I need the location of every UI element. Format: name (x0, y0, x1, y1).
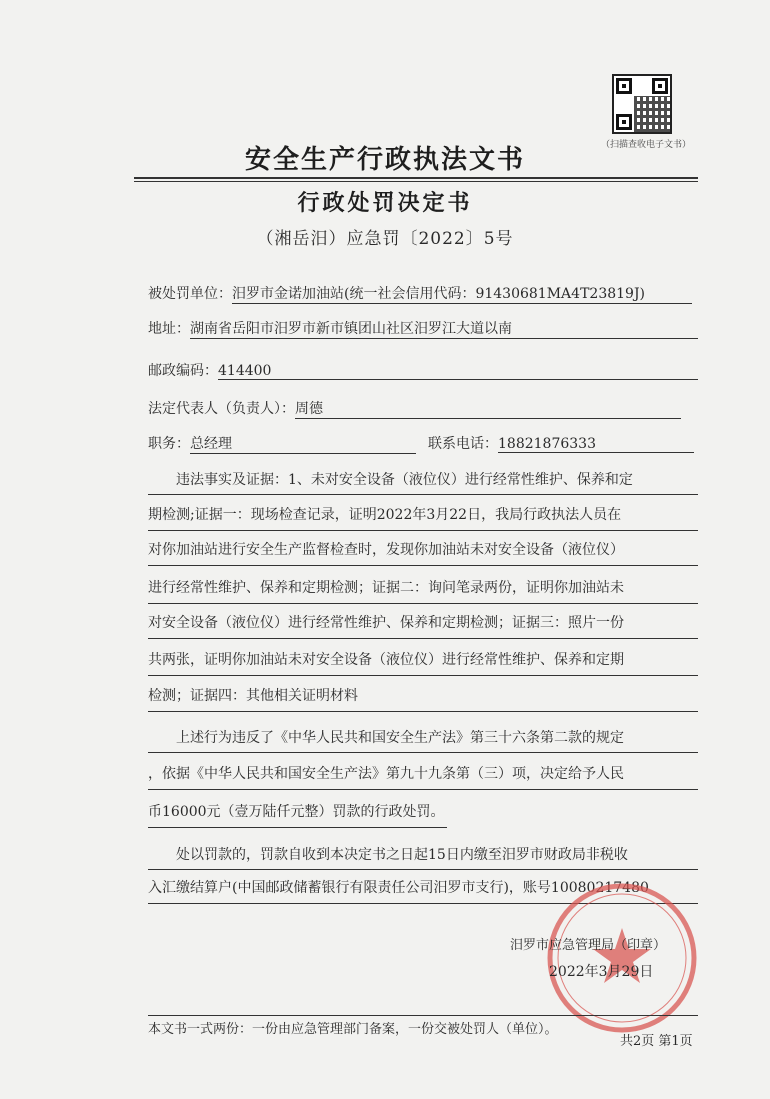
decision-line: 币16000元（壹万陆仟元整）罚款的行政处罚。 (148, 801, 447, 828)
qr-code[interactable] (612, 74, 672, 134)
facts-line: 共两张，证明你加油站未对安全设备（液位仪）进行经常性维护、保养和定期 (148, 649, 698, 676)
legal-rep-label: 法定代表人（负责人）： (148, 401, 295, 417)
address-row (148, 318, 698, 339)
punished-unit-row (148, 283, 692, 304)
qr-finder-icon (616, 114, 632, 130)
facts-line: 对安全设备（液位仪）进行经常性维护、保养和定期检测；证据三：照片一份 (148, 612, 698, 639)
page-indicator: 共2页 第1页 (620, 1034, 693, 1049)
official-seal (542, 878, 702, 1038)
payment-line: 入汇缴结算户(中国邮政储蓄银行有限责任公司汨罗市支行)，账号10080217480 (148, 877, 698, 904)
punished-unit-value: 汨罗市金诺加油站(统一社会信用代码：91430681MA4T23819J) (232, 283, 692, 304)
phone-value: 18821876333 (498, 436, 694, 453)
legal-rep-row (148, 398, 681, 419)
qr-caption: （扫描查收电子文书） (600, 140, 691, 150)
title-rule-thin (134, 181, 698, 182)
payment-line: 处以罚款的，罚款自收到本决定书之日起15日内缴至汨罗市财政局非税收 (148, 844, 698, 870)
qr-pattern (634, 96, 670, 132)
postcode-value: 414400 (218, 363, 698, 380)
decision-line: ，依据《中华人民共和国安全生产法》第九十九条第（三）项，决定给予人民 (148, 763, 698, 790)
facts-line: 期检测;证据一：现场检查记录，证明2022年3月22日，我局行政执法人员在 (148, 504, 698, 531)
punished-unit-label: 被处罚单位： (148, 286, 232, 302)
issue-date: 2022年3月29日 (549, 964, 654, 980)
qr-finder-icon (652, 78, 668, 94)
address-label: 地址： (148, 321, 190, 337)
facts-line: 违法事实及证据：1、未对安全设备（液位仪）进行经常性维护、保养和定 (148, 469, 698, 495)
title-rule-thick (134, 177, 698, 179)
qr-finder-icon (616, 78, 632, 94)
document-number: （湘岳汨）应急罚〔2022〕5号 (256, 229, 514, 249)
issuing-organization: 汨罗市应急管理局（印章） (510, 938, 667, 953)
footer-rule (148, 1015, 698, 1016)
postcode-row (148, 360, 698, 380)
legal-rep-value: 周德 (295, 398, 681, 419)
copies-note: 本文书一式两份：一份由应急管理部门备案，一份交被处罚人（单位）。 (148, 1022, 558, 1037)
position-label: 职务： (148, 436, 190, 452)
facts-line: 进行经常性维护、保养和定期检测；证据二：询问笔录两份，证明你加油站未 (148, 577, 698, 604)
document-subtitle: 行政处罚决定书 (297, 190, 473, 216)
facts-line: 检测；证据四：其他相关证明材料 (148, 685, 698, 712)
phone-row (428, 433, 694, 453)
document-title: 安全生产行政执法文书 (244, 145, 525, 175)
postcode-label: 邮政编码： (148, 363, 218, 379)
decision-line: 上述行为违反了《中华人民共和国安全生产法》第三十六条第二款的规定 (148, 727, 698, 753)
facts-line: 对你加油站进行安全生产监督检查时，发现你加油站未对安全设备（液位仪） (148, 539, 698, 566)
position-row (148, 433, 416, 454)
position-value: 总经理 (190, 433, 416, 454)
address-value: 湖南省岳阳市汨罗市新市镇团山社区汨罗江大道以南 (190, 318, 698, 339)
phone-label: 联系电话： (428, 436, 498, 452)
